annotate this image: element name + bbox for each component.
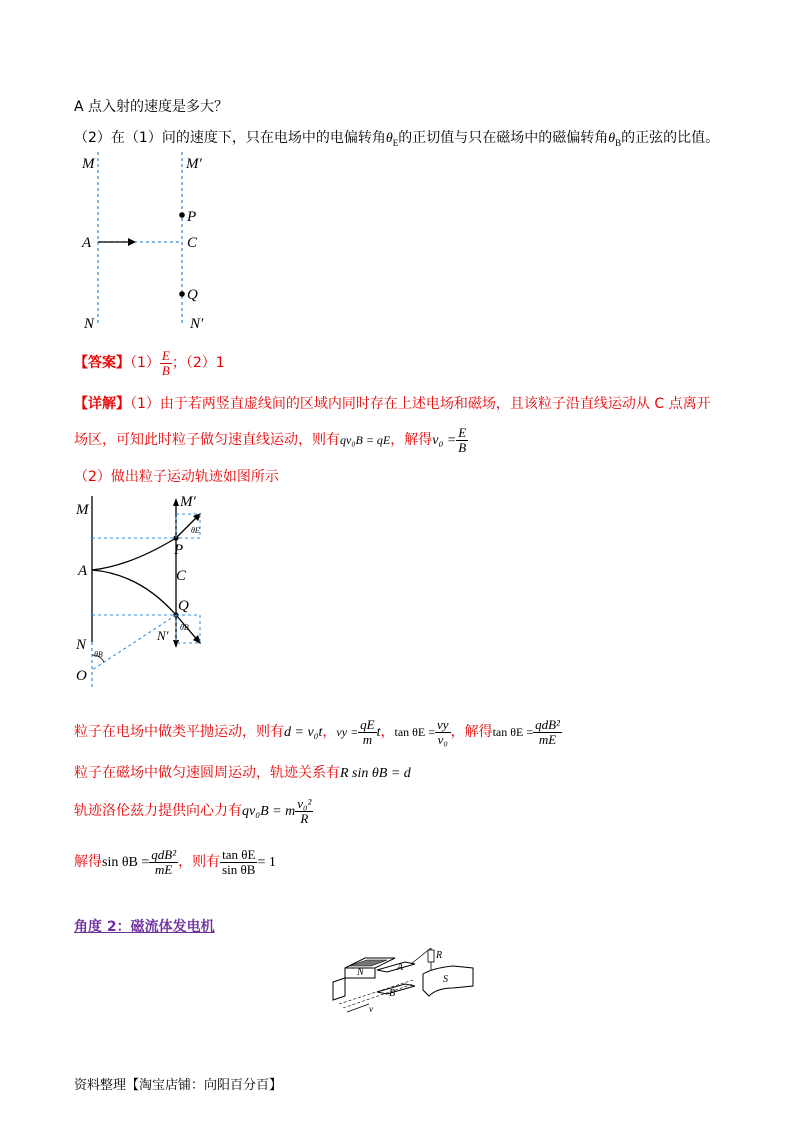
label-S: S [443, 974, 448, 985]
section-heading: 角度 2：磁流体发电机 [74, 919, 215, 935]
label-theta-B-Q: θB [180, 623, 189, 632]
sin-fraction: $\frac{\text{qdB²}}{mE}$ [151, 846, 177, 877]
detail-line-2: 场区，可知此时粒子做匀速直线运动，则有qv₀B = qE，解得v₀ = $\frac{E}{B}$ [74, 424, 467, 455]
vy-fraction: $\frac{qE}{m}$ [360, 716, 375, 747]
resistor-R [428, 950, 434, 962]
label-A: A [397, 962, 404, 973]
label-Q: Q [178, 598, 189, 614]
trajectory-magnetic [92, 570, 176, 615]
label-M-prime: M′ [180, 494, 196, 510]
point-Q [179, 291, 185, 297]
figure-2-trajectory-diagram [70, 492, 220, 692]
flow-line-2 [343, 984, 413, 1008]
detail-line-1: 【详解】（1）由于若两竖直虚线间的区域内同时存在上述电场和磁场，且该粒子沿直线运动从 C 点离开 [74, 396, 711, 412]
label-O: O [76, 668, 87, 684]
question-line-2: （2）在（1）问的速度下，只在电场中的电偏转角$\theta_E$的正切值与只在磁场中的磁偏转角$\theta_B$的正弦的比值。 [74, 130, 720, 148]
v0-fraction: $\frac{E}{B}$ [458, 424, 467, 455]
figure-1-field-diagram [70, 150, 250, 335]
label-theta-E: θE [191, 526, 200, 535]
ratio-fraction: $\frac{\text{tan θE}}{\text{sin θB}}$ [222, 846, 256, 877]
label-N-prime: N′ [157, 628, 169, 643]
tan-fraction: $\frac{vy}{\text{v₀}}$ [437, 716, 449, 747]
answer-fraction: $\frac{E}{B}$ [161, 347, 170, 378]
point-P [179, 212, 185, 218]
label-Q: Q [187, 287, 198, 303]
solution-line-4: 解得sin θB = $\frac{\text{qdB²}}{mE}$ ，则有 $\frac{\text{tan θE}}{\text{sin θB}}$ = 1 [74, 846, 276, 877]
label-P: P [174, 542, 184, 558]
label-N: N [357, 967, 364, 978]
answer-line: 【答案】（1） $\frac{E}{B}$ ；（2）1 [74, 347, 225, 378]
footer-text: 资料整理【淘宝店铺：向阳百分百】 [74, 1078, 283, 1093]
solution-line-1: 粒子在电场中做类平抛运动，则有d = v₀t，vy = $\frac{qE}{m}$ t，tan θE = $\frac{vy}{\text{v₀}}$ ，解得tan θE = $\frac{\text{qdB²}}{mE}$ [74, 716, 560, 747]
label-C: C [187, 235, 198, 251]
question-line-1: A 点入射的速度是多大？ [74, 99, 229, 115]
label-P: P [187, 209, 197, 225]
label-N: N [84, 316, 95, 332]
arrow-up [173, 498, 179, 506]
label-M: M [82, 156, 95, 172]
label-B: B [389, 988, 396, 999]
magnet-S [423, 966, 473, 996]
label-A: A [82, 235, 92, 251]
label-N: N [76, 637, 87, 653]
flow-line-1 [339, 980, 413, 1004]
label-theta-B-O: θB [94, 650, 103, 659]
velocity-arrowhead [128, 238, 136, 246]
label-v: v [369, 1004, 373, 1014]
figure-3-mhd-generator [325, 940, 475, 1020]
label-R: R [436, 950, 443, 961]
label-N-prime: N′ [190, 316, 204, 332]
label-M: M [76, 502, 89, 518]
arrow-down [173, 640, 179, 648]
magnet-N-leg [333, 978, 345, 1000]
tan-result-fraction: $\frac{\text{qdB²}}{mE}$ [535, 716, 560, 747]
detail-line-3: （2）做出粒子运动轨迹如图所示 [74, 469, 279, 485]
label-M-prime: M′ [186, 156, 202, 172]
solution-line-3: 轨迹洛伦兹力提供向心力有qv₀B = m $\frac{\text{v₀²}}{R}$ [74, 795, 312, 826]
solution-line-2: 粒子在磁场中做匀速圆周运动，轨迹关系有R sin θB = d [74, 765, 411, 781]
label-C: C [176, 568, 187, 584]
trajectory-electric [92, 538, 176, 570]
centripetal-fraction: $\frac{\text{v₀²}}{R}$ [297, 795, 312, 826]
label-A: A [78, 563, 88, 579]
